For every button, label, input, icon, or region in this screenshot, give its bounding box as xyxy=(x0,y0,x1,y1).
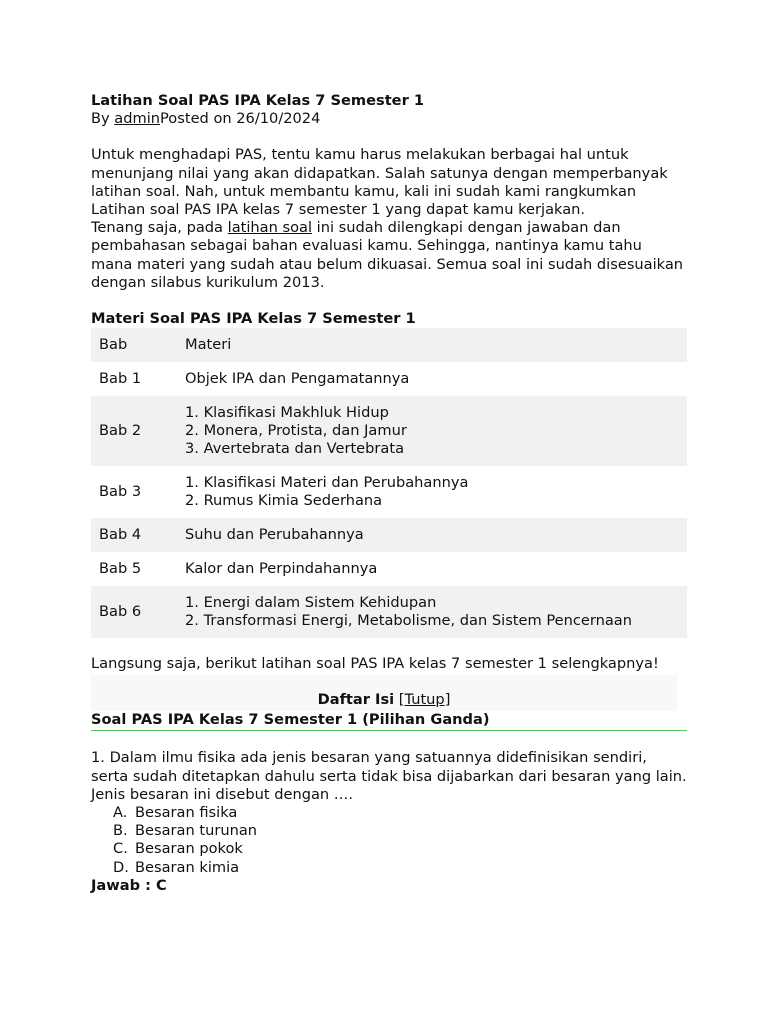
answer-options xyxy=(91,804,687,877)
option-text: Besaran kimia xyxy=(135,858,240,876)
table-of-contents xyxy=(91,675,677,711)
materi-item: Kalor dan Perpindahannya xyxy=(185,560,378,578)
option-text: Besaran fisika xyxy=(135,804,238,822)
article-title: Latihan Soal PAS IPA Kelas 7 Semester 1 xyxy=(91,92,425,109)
latihan-soal-link[interactable]: latihan soal xyxy=(227,219,313,237)
question-text: 1. Dalam ilmu fisika ada jenis besaran yang satuannya didefinisikan sendiri, serta sudah ditetapkan dahulu serta tidak bisa dijabarkan dari besaran yang lain. Jenis besaran ini disebut dengan …. xyxy=(91,749,687,803)
toc-bracket-open: [ xyxy=(394,691,405,709)
option-text: Besaran turunan xyxy=(135,822,258,840)
materi-item: Objek IPA dan Pengamatannya xyxy=(185,370,410,388)
header-materi: Materi xyxy=(185,336,232,354)
intro xyxy=(91,146,687,292)
materi-item: 1. Energi dalam Sistem Kehidupan xyxy=(185,594,437,612)
closing-text: Langsung saja, berikut latihan soal PAS IPA kelas 7 semester 1 selengkapnya! xyxy=(91,655,659,673)
intro-paragraph-2 xyxy=(91,219,687,292)
materi-item: 2. Transformasi Energi, Metabolisme, dan Sistem Pencernaan xyxy=(185,612,633,630)
post-date: 26/10/2024 xyxy=(236,110,321,128)
intro-text-before-link: Tenang saja, pada xyxy=(91,219,228,237)
materi-table xyxy=(91,328,687,638)
article xyxy=(91,92,687,895)
materi-item: 2. Rumus Kimia Sederhana xyxy=(185,492,383,510)
materi-item: Suhu dan Perubahannya xyxy=(185,526,364,544)
materi-cell xyxy=(177,362,687,396)
toc-toggle-link[interactable]: Tutup xyxy=(404,691,445,709)
answer-key: Jawab : C xyxy=(91,876,167,894)
option-letter: B. xyxy=(113,822,128,840)
author-link[interactable]: admin xyxy=(114,110,161,128)
option-letter: A. xyxy=(113,804,128,822)
materi-cell xyxy=(177,396,687,466)
table-header-row xyxy=(91,328,687,362)
bab-cell: Bab 6 xyxy=(99,603,142,621)
materi-item: 1. Klasifikasi Makhluk Hidup xyxy=(185,403,389,421)
byline xyxy=(91,110,687,128)
intro-paragraph-1: Untuk menghadapi PAS, tentu kamu harus melakukan berbagai hal untuk menunjang nilai yang akan didapatkan. Salah satunya dengan memperbanyak latihan soal. Nah, untuk membantu kamu, kali ini sudah kami rangkumkan Latihan soal PAS IPA kelas 7 semester 1 yang dapat kamu kerjakan. xyxy=(91,146,668,219)
by-label: By xyxy=(91,110,115,128)
option-text: Besaran pokok xyxy=(135,840,243,858)
header-bab: Bab xyxy=(99,336,128,354)
option-c xyxy=(113,840,687,858)
posted-label: Posted on xyxy=(160,110,237,128)
materi-item: 1. Klasifikasi Materi dan Perubahannya xyxy=(185,474,469,492)
question-1 xyxy=(91,749,687,895)
materi-cell xyxy=(177,518,687,552)
option-b xyxy=(113,822,687,840)
toc-bracket-close: ] xyxy=(444,691,451,709)
bab-cell: Bab 3 xyxy=(99,483,142,501)
option-d xyxy=(113,859,687,877)
materi-item: 2. Monera, Protista, dan Jamur xyxy=(185,422,407,440)
materi-cell xyxy=(177,552,687,586)
soal-heading: Soal PAS IPA Kelas 7 Semester 1 (Pilihan Ganda) xyxy=(91,711,687,731)
materi-item: 3. Avertebrata dan Vertebrata xyxy=(185,440,405,458)
table-row xyxy=(91,362,687,396)
bab-cell: Bab 1 xyxy=(99,370,142,388)
table-row xyxy=(91,552,687,586)
option-letter: D. xyxy=(113,858,129,876)
toc-label: Daftar Isi xyxy=(317,691,395,709)
table-row xyxy=(91,396,687,466)
bab-cell: Bab 4 xyxy=(99,526,142,544)
materi-cell xyxy=(177,586,687,638)
bab-cell: Bab 5 xyxy=(99,560,142,578)
bab-cell: Bab 2 xyxy=(99,422,142,440)
option-letter: C. xyxy=(113,840,128,858)
intro-text-after-link: ini sudah dilengkapi dengan jawaban dan pembahasan sebagai bahan evaluasi kamu. Sehingga, nantinya kamu tahu mana materi yang sudah atau belum dikuasai. Semua soal ini sudah disesuaikan dengan silabus kurikulum 2013. xyxy=(91,219,684,291)
table-row xyxy=(91,518,687,552)
option-a xyxy=(113,804,687,822)
materi-cell xyxy=(177,466,687,518)
materi-title: Materi Soal PAS IPA Kelas 7 Semester 1 xyxy=(91,310,416,328)
table-row xyxy=(91,586,687,638)
table-row xyxy=(91,466,687,518)
